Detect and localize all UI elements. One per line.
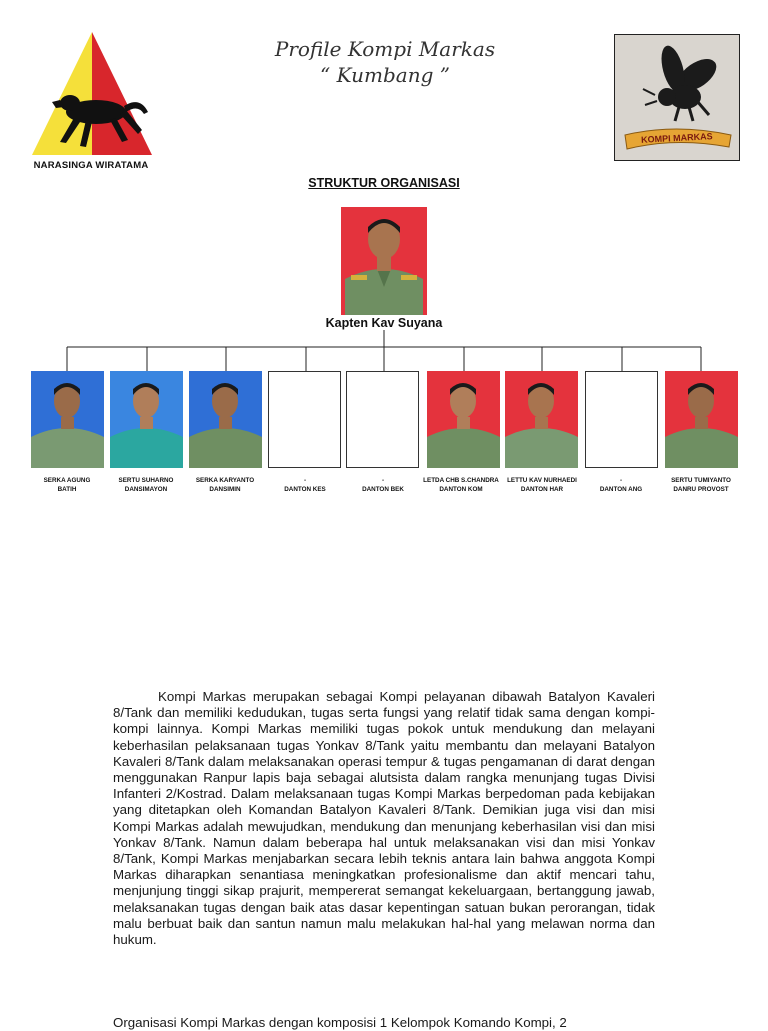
member-rank-name: SERTU SUHARNO	[118, 477, 174, 484]
member-caption	[656, 476, 746, 494]
kumbang-emblem	[614, 34, 740, 161]
soldier-portrait	[505, 371, 578, 468]
emblem-banner-text: KOMPI MARKAS	[640, 131, 713, 145]
soldier-portrait	[341, 207, 427, 315]
member-rank-name: LETDA CHB S.CHANDRA	[423, 477, 499, 484]
member-position: DANTON BEK	[362, 486, 404, 493]
body-paragraph	[113, 689, 655, 948]
member-caption	[576, 476, 666, 494]
document-title	[230, 36, 540, 88]
title-line-2: “ Kumbang ”	[320, 63, 450, 87]
member-position: DANRU PROVOST	[673, 486, 729, 493]
member-position: BATIH	[57, 486, 77, 493]
member-caption	[416, 476, 506, 494]
commander-photo	[341, 207, 427, 315]
narasinga-wiratama-logo	[30, 30, 155, 160]
soldier-portrait	[31, 371, 104, 468]
member-rank-name: LETTU KAV NURHAEDI	[507, 477, 577, 484]
member-rank-name: SERTU TUMIYANTO	[671, 477, 731, 484]
member-photo-danton-bek-empty	[346, 371, 419, 468]
member-caption	[180, 476, 270, 494]
member-rank-name: SERKA KARYANTO	[195, 477, 255, 484]
commander-name: Kapten Kav Suyana	[325, 316, 443, 330]
soldier-portrait	[189, 371, 262, 468]
member-caption	[497, 476, 587, 494]
member-position: DANTON KES	[284, 486, 326, 493]
member-caption	[22, 476, 112, 494]
soldier-portrait	[665, 371, 738, 468]
member-rank-name: -	[619, 477, 623, 484]
member-rank-name: -	[381, 477, 385, 484]
member-position: DANSIMIN	[209, 486, 241, 493]
member-caption	[260, 476, 350, 494]
member-rank-name: SERKA AGUNG	[43, 477, 91, 484]
body-paragraph-text: Kompi Markas merupakan sebagai Kompi pelayanan dibawah Batalyon Kavaleri 8/Tank dan memiliki kedudukan, tugas serta fungsi yang relatif tidak sama dengan kompi-kompi lainnya. Kompi Markas memiliki tugas pokok untuk mendukung dan melayani keberhasilan pelaksanaan tugas Yonkav 8/Tank yaitu membantu dan melayani Batalyon Kavaleri 8/Tank dalam melaksanakan operasi tempur & tugas pengamanan di darat dengan menggunakan Ranpur lapis baja sebagai alutsista dalam rangka menunjang tugas Divisi Infanteri 2/Kostrad. Dalam melaksanaan tugas Kompi Markas berpedoman pada kebijakan yang ditetapkan oleh Komandan Batalyon Kavaleri 8/Tank. Demikian juga visi dan misi Kompi Markas adalah mewujudkan, mendukung dan menunjang keberhasilan visi dan misi Yonkav 8/Tank. Namun dalam beberapa hal untuk melaksanakan visi dan misi Yonkav 8/Tank, Kompi Markas menjabarkan secara lebih teknis antara lain bahwa anggota Kompi Markas diharapkan senantiasa meningkatkan profesionalisme dan aktif mencari tahu, menjunjung tinggi sikap prajurit, mempererat semangat kekeluargaan, bertanggung jawab, melaksanakan tugas dengan baik atas dasar kepentingan satuan bukan perorangan, tidak malu berbuat baik dan santun namun malu melakukan hal-hal yang melawan norma dan hukum.	[113, 689, 655, 948]
member-position: DANTON ANG	[599, 486, 643, 493]
bee-icon	[615, 35, 739, 160]
member-rank-name: -	[303, 477, 307, 484]
member-photo-danton-har	[505, 371, 578, 468]
title-line-1: Profile Kompi Markas	[274, 37, 496, 61]
member-position: DANTON HAR	[520, 486, 564, 493]
soldier-portrait	[110, 371, 183, 468]
member-caption	[338, 476, 428, 494]
member-photo-batih	[31, 371, 104, 468]
member-position: DANSIMAYON	[124, 486, 168, 493]
member-photo-danton-kes-empty	[268, 371, 341, 468]
section-heading: STRUKTUR ORGANISASI	[308, 176, 460, 190]
member-photo-dansimayon	[110, 371, 183, 468]
member-caption	[101, 476, 191, 494]
soldier-portrait	[427, 371, 500, 468]
member-photo-danru-provost	[665, 371, 738, 468]
member-position: DANTON KOM	[439, 486, 483, 493]
member-photo-dansimin	[189, 371, 262, 468]
member-photo-danton-ang-empty	[585, 371, 658, 468]
body-next-paragraph: Organisasi Kompi Markas dengan komposisi 1 Kelompok Komando Kompi, 2	[113, 1015, 567, 1030]
member-photo-danton-kom	[427, 371, 500, 468]
left-logo-caption: NARASINGA WIRATAMA	[33, 160, 149, 171]
